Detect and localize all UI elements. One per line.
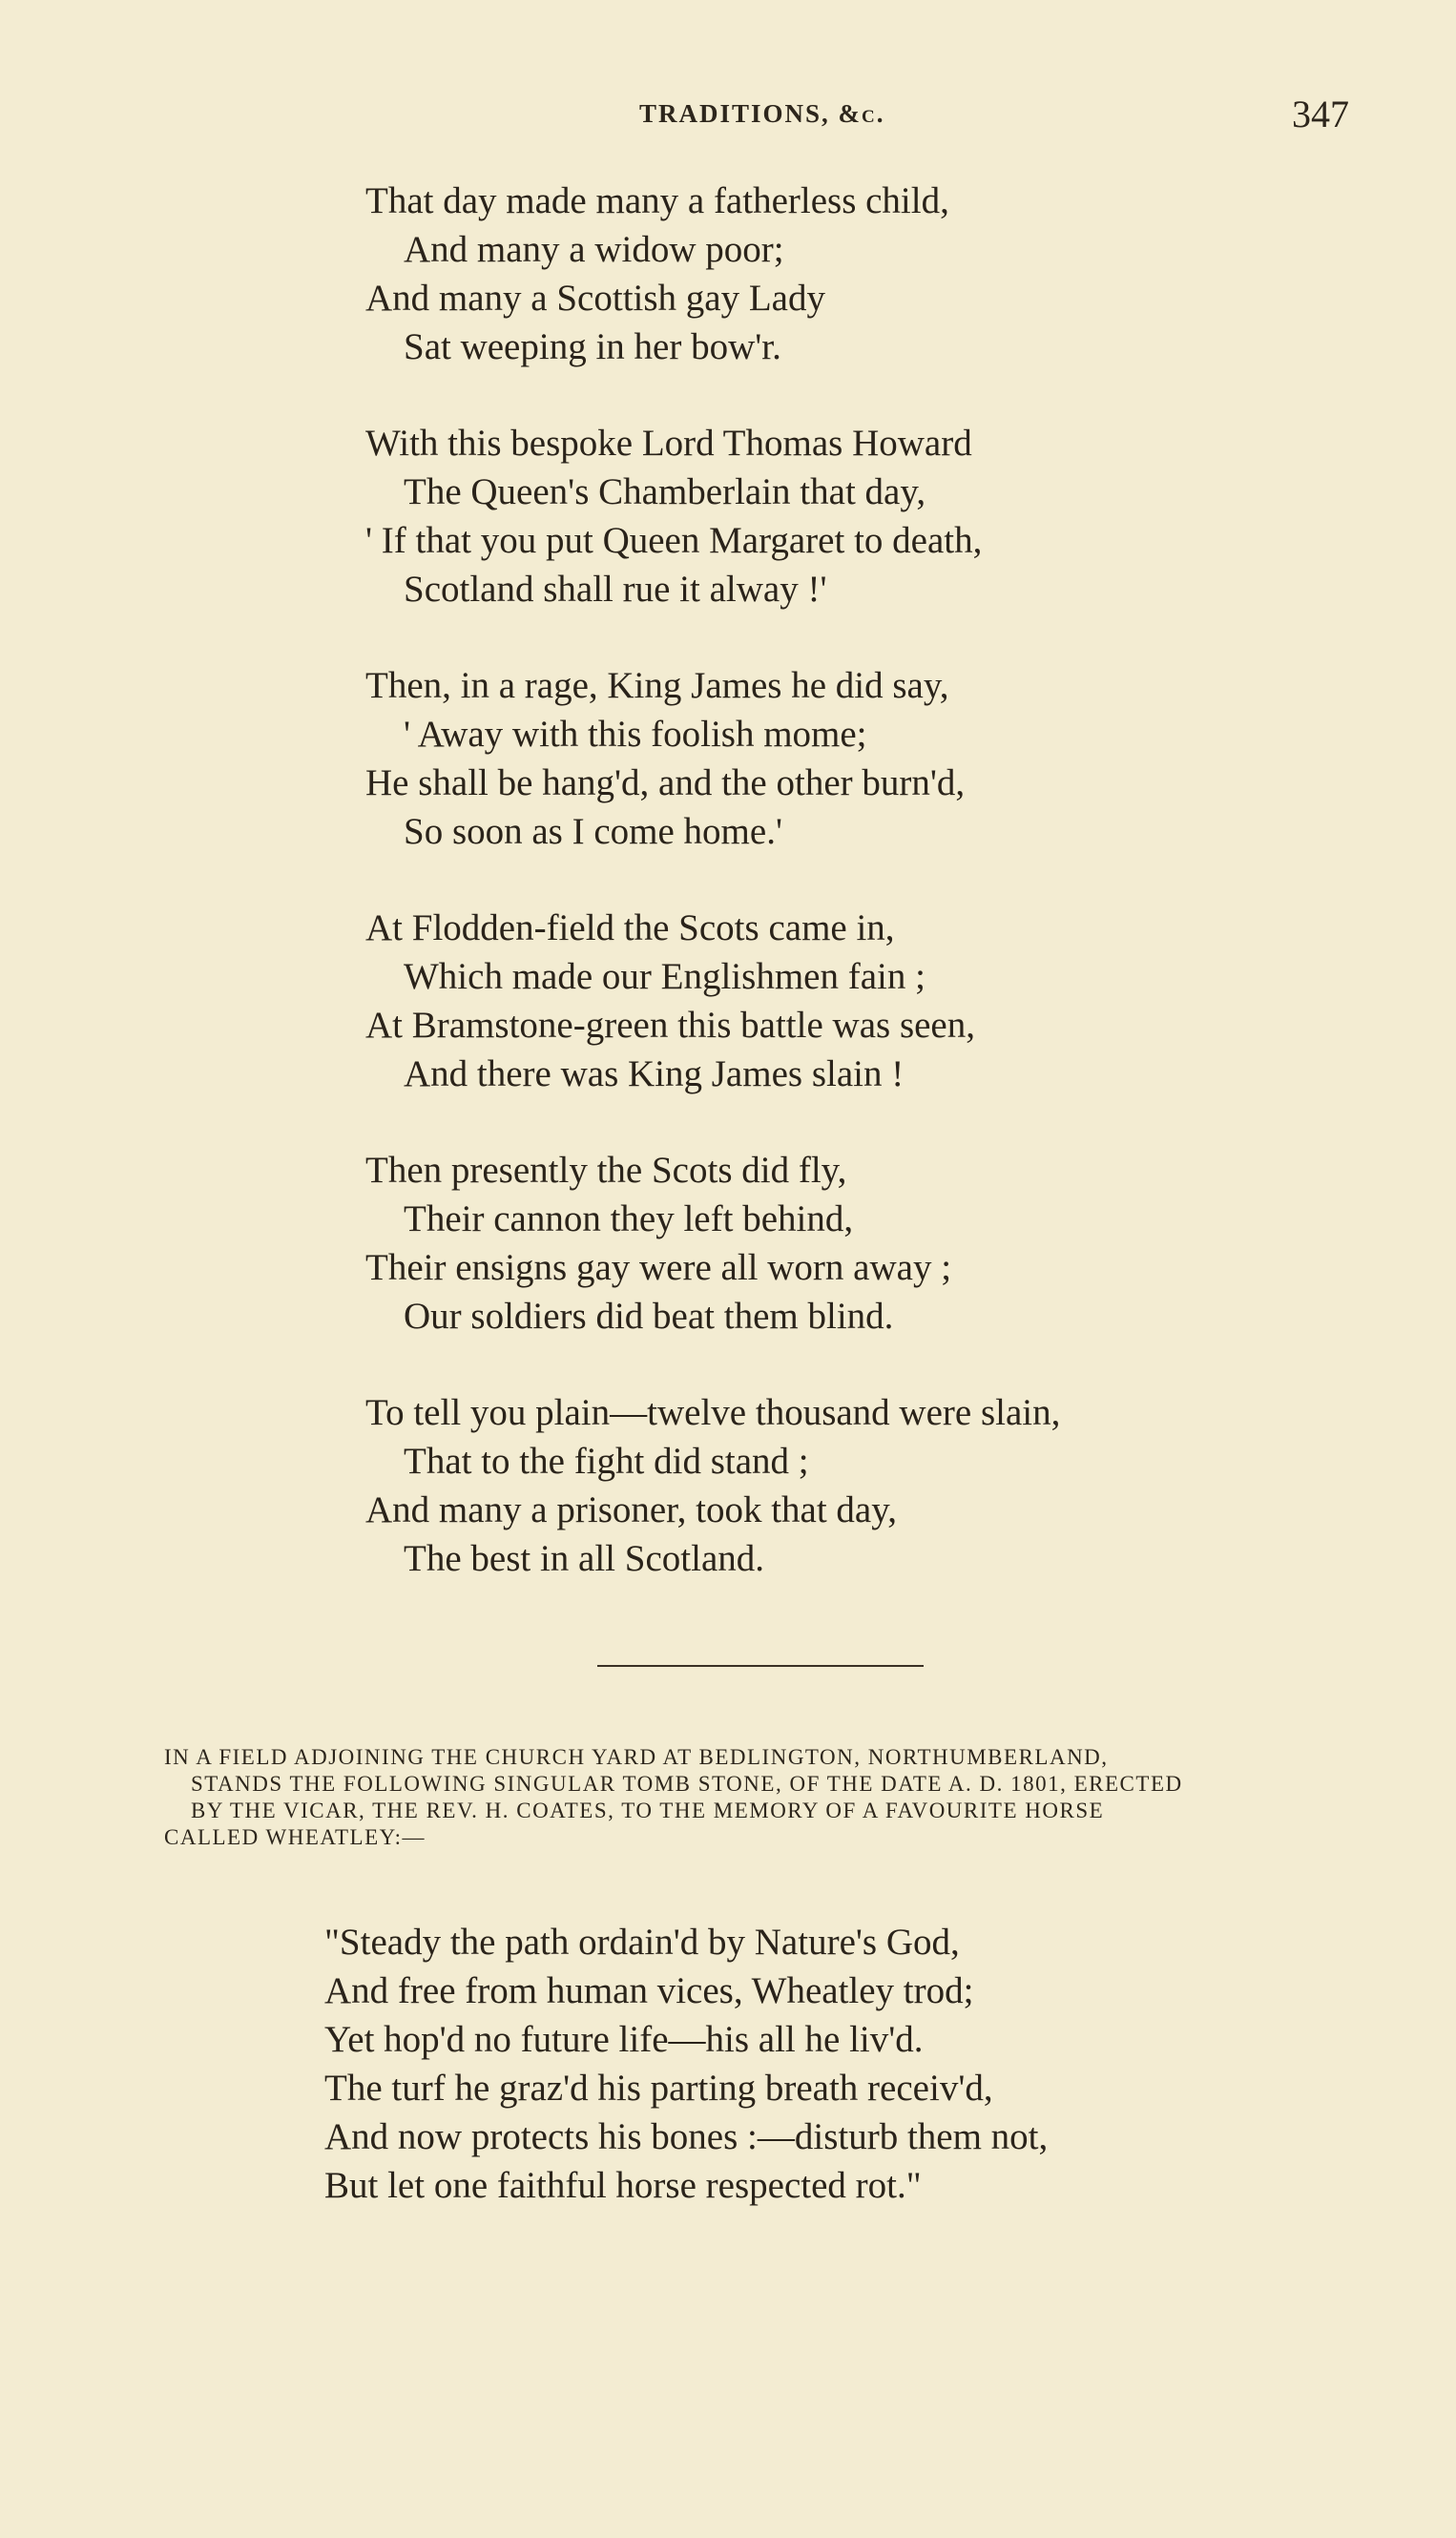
poem-line: And many a widow poor; xyxy=(404,229,784,270)
poem-line: Then, in a rage, King James he did say, xyxy=(365,665,949,706)
poem-line: The best in all Scotland. xyxy=(404,1538,765,1579)
poem-line: Then presently the Scots did fly, xyxy=(365,1150,847,1191)
epitaph-line: But let one faithful horse respected rot." xyxy=(324,2165,922,2206)
poem-line: At Flodden-field the Scots came in, xyxy=(365,907,895,948)
poem-line: Sat weeping in her bow'r. xyxy=(404,326,781,367)
poem-line: To tell you plain—twelve thousand were slain, xyxy=(365,1392,1061,1433)
epitaph-line: And free from human vices, Wheatley trod; xyxy=(324,1970,974,2011)
stanza xyxy=(365,1146,1320,1341)
epitaph-line: And now protects his bones :—disturb them not, xyxy=(324,2116,1049,2157)
stanza xyxy=(365,419,1320,614)
poem-line: And there was King James slain ! xyxy=(404,1053,905,1094)
poem-line: Our soldiers did beat them blind. xyxy=(404,1296,894,1337)
poem-line: Their ensigns gay were all worn away ; xyxy=(365,1247,952,1288)
note-line: STANDS THE FOLLOWING SINGULAR TOMB STONE, OF THE DATE A. D. 1801, ERECTED xyxy=(191,1772,1183,1796)
stanza xyxy=(365,1388,1320,1583)
note-line: BY THE VICAR, THE REV. H. COATES, TO THE MEMORY OF A FAVOURITE HORSE xyxy=(191,1799,1105,1822)
poem-line: That to the fight did stand ; xyxy=(404,1441,809,1482)
running-head: TRADITIONS, &c. xyxy=(639,99,885,128)
stanza xyxy=(365,661,1320,856)
poem-line: ' If that you put Queen Margaret to death, xyxy=(365,520,983,561)
poem-line: And many a Scottish gay Lady xyxy=(365,278,825,319)
poem-line: Which made our Englishmen fain ; xyxy=(404,956,926,997)
note-line: CALLED WHEATLEY:— xyxy=(164,1825,426,1849)
editorial-note xyxy=(164,1744,1357,1851)
epitaph-line: The turf he graz'd his parting breath receiv'd, xyxy=(324,2068,993,2109)
section-divider xyxy=(597,1665,924,1667)
poem-line: That day made many a fatherless child, xyxy=(365,180,949,221)
epitaph-verse xyxy=(324,1918,1374,2210)
poem-line: So soon as I come home.' xyxy=(404,811,782,852)
epitaph-line: "Steady the path ordain'd by Nature's God, xyxy=(324,1922,960,1963)
poem-line: ' Away with this foolish mome; xyxy=(404,714,867,755)
poem-line: And many a prisoner, took that day, xyxy=(365,1489,897,1530)
poem-line: Their cannon they left behind, xyxy=(404,1198,854,1239)
note-line: IN A FIELD ADJOINING THE CHURCH YARD AT BEDLINGTON, NORTHUMBERLAND, xyxy=(164,1745,1109,1769)
poem-line: At Bramstone-green this battle was seen, xyxy=(365,1005,975,1046)
poem-line: With this bespoke Lord Thomas Howard xyxy=(365,423,972,464)
stanza xyxy=(365,177,1320,371)
poem-line: He shall be hang'd, and the other burn'd, xyxy=(365,762,966,803)
stanza xyxy=(365,904,1320,1098)
poem-line: Scotland shall rue it alway !' xyxy=(404,569,827,610)
page-number: 347 xyxy=(1292,93,1349,135)
ballad-poem xyxy=(365,177,1320,1631)
poem-line: The Queen's Chamberlain that day, xyxy=(404,471,926,512)
epitaph-line: Yet hop'd no future life—his all he liv'd. xyxy=(324,2019,924,2060)
